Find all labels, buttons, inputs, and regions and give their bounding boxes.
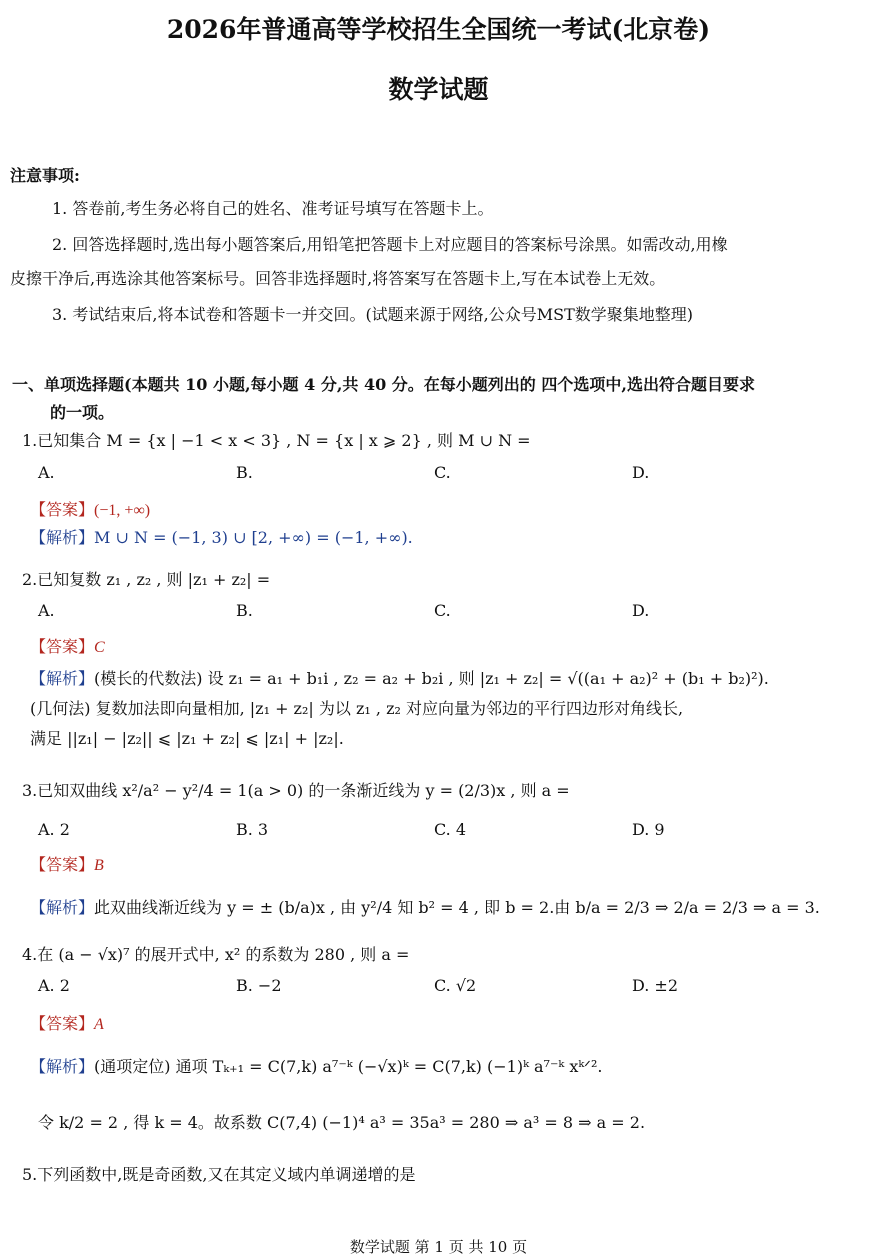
- notice-item-3: 3. 考试结束后,将本试卷和答题卡一并交回。(试题来源于网络,公众号MST数学聚集地整理): [52, 305, 694, 324]
- question-3-analysis: [30, 895, 820, 918]
- notice-item-2-line-1: 2. 回答选择题时,选出每小题答案后,用铅笔把答题卡上对应题目的答案标号涂黑。如需改动,用橡: [52, 235, 728, 254]
- question-1-analysis: [30, 525, 413, 548]
- question-4-option-d: D. ±2: [632, 976, 679, 995]
- question-3-option-d: D. 9: [632, 820, 665, 839]
- answer-tag: 【答案】: [30, 855, 95, 874]
- question-1-option-d: D.: [632, 463, 650, 482]
- analysis-tag: 【解析】: [30, 669, 95, 688]
- question-2-analysis-line-2: (几何法) 复数加法即向量相加, |z₁ + z₂| 为以 z₁ , z₂ 对应向量为邻边的平行四边形对角线长,: [30, 699, 684, 718]
- question-4-option-b: B. −2: [236, 976, 282, 995]
- question-1-option-b: B.: [236, 463, 253, 482]
- question-3-option-a: A. 2: [38, 820, 70, 839]
- analysis-tag: 【解析】: [30, 898, 95, 917]
- answer-value: B: [94, 857, 104, 874]
- section-1-heading-line-1: 一、单项选择题(本题共 10 小题,每小题 4 分,共 40 分。在每小题列出的 四个选项中,选出符合题目要求: [12, 375, 755, 394]
- question-2-stem: 2.已知复数 z₁ , z₂ , 则 |z₁ + z₂| =: [22, 570, 271, 589]
- question-2-analysis-line-3: 满足 ||z₁| − |z₂|| ⩽ |z₁ + z₂| ⩽ |z₁| + |z₂|.: [30, 729, 344, 748]
- exam-subtitle: 数学试题: [388, 75, 489, 104]
- question-2-option-b: B.: [236, 601, 253, 620]
- question-4-answer: [30, 1011, 104, 1034]
- question-1-option-c: C.: [434, 463, 451, 482]
- question-3-option-b: B. 3: [236, 820, 269, 839]
- analysis-text: (通项定位) 通项 Tₖ₊₁ = C(7,k) a⁷⁻ᵏ (−√x)ᵏ = C(7,k) (−1)ᵏ a⁷⁻ᵏ xᵏᐟ².: [94, 1057, 603, 1076]
- question-5-stem: 5.下列函数中,既是奇函数,又在其定义域内单调递增的是: [22, 1165, 416, 1184]
- analysis-text: M ∪ N = (−1, 3) ∪ [2, +∞) = (−1, +∞).: [94, 528, 413, 547]
- analysis-tag: 【解析】: [30, 1057, 95, 1076]
- question-3-stem: 3.已知双曲线 x²/a² − y²/4 = 1(a > 0) 的一条渐近线为 y = (2/3)x , 则 a =: [22, 781, 570, 800]
- answer-tag: 【答案】: [30, 1014, 95, 1033]
- analysis-text: (模长的代数法) 设 z₁ = a₁ + b₁i , z₂ = a₂ + b₂i , 则 |z₁ + z₂| = √((a₁ + a₂)² + (b₁ + b₂)²).: [94, 669, 769, 688]
- question-4-analysis-line-1: [30, 1054, 602, 1077]
- answer-value: C: [94, 639, 105, 656]
- notice-item-1: 1. 答卷前,考生务必将自己的姓名、准考证号填写在答题卡上。: [52, 199, 494, 218]
- answer-value: A: [94, 1016, 104, 1033]
- page-footer: 数学试题 第 1 页 共 10 页: [349, 1238, 528, 1256]
- question-3-answer: [30, 852, 104, 875]
- question-4-option-a: A. 2: [38, 976, 70, 995]
- answer-value: (−1, +∞): [94, 502, 151, 519]
- question-2-analysis-line-1: [30, 666, 769, 689]
- question-4-option-c: C. √2: [434, 976, 477, 995]
- question-4-analysis-line-2: 令 k/2 = 2 , 得 k = 4。故系数 C(7,4) (−1)⁴ a³ = 35a³ = 280 ⇒ a³ = 8 ⇒ a = 2.: [38, 1113, 646, 1132]
- answer-tag: 【答案】: [30, 637, 95, 656]
- question-2-option-c: C.: [434, 601, 451, 620]
- notice-heading: 注意事项:: [10, 166, 80, 185]
- question-2-option-a: A.: [38, 601, 55, 620]
- question-2-answer: [30, 634, 105, 657]
- exam-title: 2026年普通高等学校招生全国统一考试(北京卷): [166, 15, 711, 44]
- analysis-text: 此双曲线渐近线为 y = ± (b/a)x , 由 y²/4 知 b² = 4 , 即 b = 2.由 b/a = 2/3 ⇒ 2/a = 2/3 ⇒ a = 3.: [94, 898, 820, 917]
- analysis-tag: 【解析】: [30, 528, 95, 547]
- question-4-stem: 4.在 (a − √x)⁷ 的展开式中, x² 的系数为 280 , 则 a =: [22, 945, 410, 964]
- answer-tag: 【答案】: [30, 500, 95, 519]
- question-3-option-c: C. 4: [434, 820, 467, 839]
- section-1-heading-line-2: 的一项。: [50, 403, 115, 422]
- question-2-option-d: D.: [632, 601, 650, 620]
- notice-item-2-line-2: 皮擦干净后,再选涂其他答案标号。回答非选择题时,将答案写在答题卡上,写在本试卷上无效。: [10, 269, 666, 288]
- question-1-option-a: A.: [38, 463, 55, 482]
- question-1-stem: 1.已知集合 M = {x | −1 < x < 3} , N = {x | x ⩾ 2} , 则 M ∪ N =: [22, 431, 531, 450]
- question-1-answer: [30, 497, 150, 520]
